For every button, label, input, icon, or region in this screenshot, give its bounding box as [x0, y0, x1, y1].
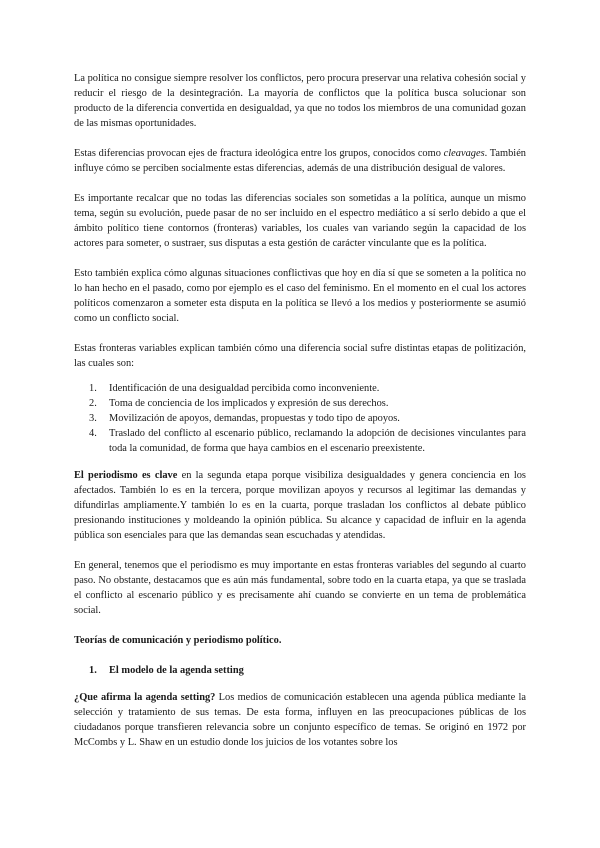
stage-item	[74, 381, 526, 396]
section-title: Teorías de comunicación y periodismo político.	[74, 635, 282, 646]
cleavages-term: cleavages	[443, 148, 485, 159]
subsection-title: El modelo de la agenda setting	[109, 665, 244, 676]
paragraph-cleavages	[74, 146, 526, 176]
stage-item	[74, 426, 526, 456]
stage-number: 2.	[89, 398, 97, 409]
paragraph-political-boundaries: Es importante recalcar que no todas las diferencias sociales son sometidas a la política, aunque un mismo tema, según su evolución, puede pasar de no ser incluido en el espectro mediático a sí serlo debido a que el ámbito político tiene contornos (fronteras) variables, los cuales van variando según la capacidad de los actores para someter, o sustraer, sus disputas a esta gestión de carácter vinculante que es la política.	[74, 193, 526, 249]
document-body	[74, 71, 526, 750]
cleavages-text-after: . También influye cómo se perciben socialmente estas diferencias, además de una distribución desigual de valores.	[74, 148, 527, 174]
agenda-setting-text: Los medios de comunicación establecen una agenda pública mediante la selección y tratamiento de sus temas. De esta forma, influyen en las preocupaciones públicas de los ciudadanos porque transfieren relevancia sobre un conjunto específico de temas. Se originó en 1972 por McCombs y L. Shaw en un estudio donde los juicios de los votantes sobre los	[74, 692, 526, 748]
stage-number: 1.	[89, 383, 97, 394]
paragraph-agenda-setting	[74, 690, 526, 750]
stage-item	[74, 396, 526, 411]
stage-text: Traslado del conflicto al escenario público, reclamando la adopción de decisiones vinculantes para toda la comunidad, de forma que haya cambios en el escenario preexistente.	[109, 428, 526, 454]
stage-number: 4.	[89, 428, 97, 439]
stage-text: Identificación de una desigualdad percibida como inconveniente.	[109, 383, 380, 394]
journalism-key-text: en la segunda etapa porque visibiliza desigualdades y genera conciencia en los afectados. También lo es en la tercera, porque movilizan apoyos y recursos al legitimar las demandas y difundirlas ampliamente.Y también lo es en la cuarta, porque trasladan los conflictos al debate público presionando instituciones y moldeando la opinión pública. Su alcance y capacidad de influir en la agenda pública son esenciales para que las demandas sean escuchadas y atendidas.	[74, 470, 526, 541]
stage-number: 3.	[89, 413, 97, 424]
subsection-number: 1.	[89, 665, 97, 676]
paragraph-journalism-summary: En general, tenemos que el periodismo es muy importante en estas fronteras variables del segundo al cuarto paso. No obstante, destacamos que es aún más fundamental, sobre todo en la cuarta etapa, ya que se traslada el conflicto al escenario público y es precisamente ahí cuando se convierte en un tema de problemática social.	[74, 560, 526, 616]
politicization-stages-list	[74, 381, 526, 456]
paragraph-feminism-example: Esto también explica cómo algunas situaciones conflictivas que hoy en día sí que se someten a la política no lo han hecho en el pasado, como por ejemplo es el caso del feminismo. En el momento en el cual los actores políticos comenzaron a someter esta disputa en la política se llevó a los medios y posteriormente se asumió como un conflicto social.	[74, 268, 526, 324]
subsection-heading	[74, 663, 526, 678]
stage-text: Toma de conciencia de los implicados y expresión de sus derechos.	[109, 398, 389, 409]
cleavages-text-before: Estas diferencias provocan ejes de fractura ideológica entre los grupos, conocidos como	[74, 148, 444, 159]
paragraph-conflict-cohesion: La política no consigue siempre resolver los conflictos, pero procura preservar una relativa cohesión social y reducir el riesgo de la desintegración. La mayoría de conflictos que la política busca solucionar son producto de la diferencia convertida en desigualdad, ya que no todos los miembros de una comunidad gozan de las mismas oportunidades.	[74, 73, 526, 129]
journalism-key-bold: El periodismo es clave	[74, 470, 178, 481]
stage-text: Movilización de apoyos, demandas, propuestas y todo tipo de apoyos.	[109, 413, 400, 424]
stage-item	[74, 411, 526, 426]
paragraph-journalism-key	[74, 468, 526, 543]
paragraph-politicization-stages-intro: Estas fronteras variables explican también cómo una diferencia social sufre distintas etapas de politización, las cuales son:	[74, 343, 526, 369]
agenda-setting-question: ¿Que afirma la agenda setting?	[74, 692, 216, 703]
